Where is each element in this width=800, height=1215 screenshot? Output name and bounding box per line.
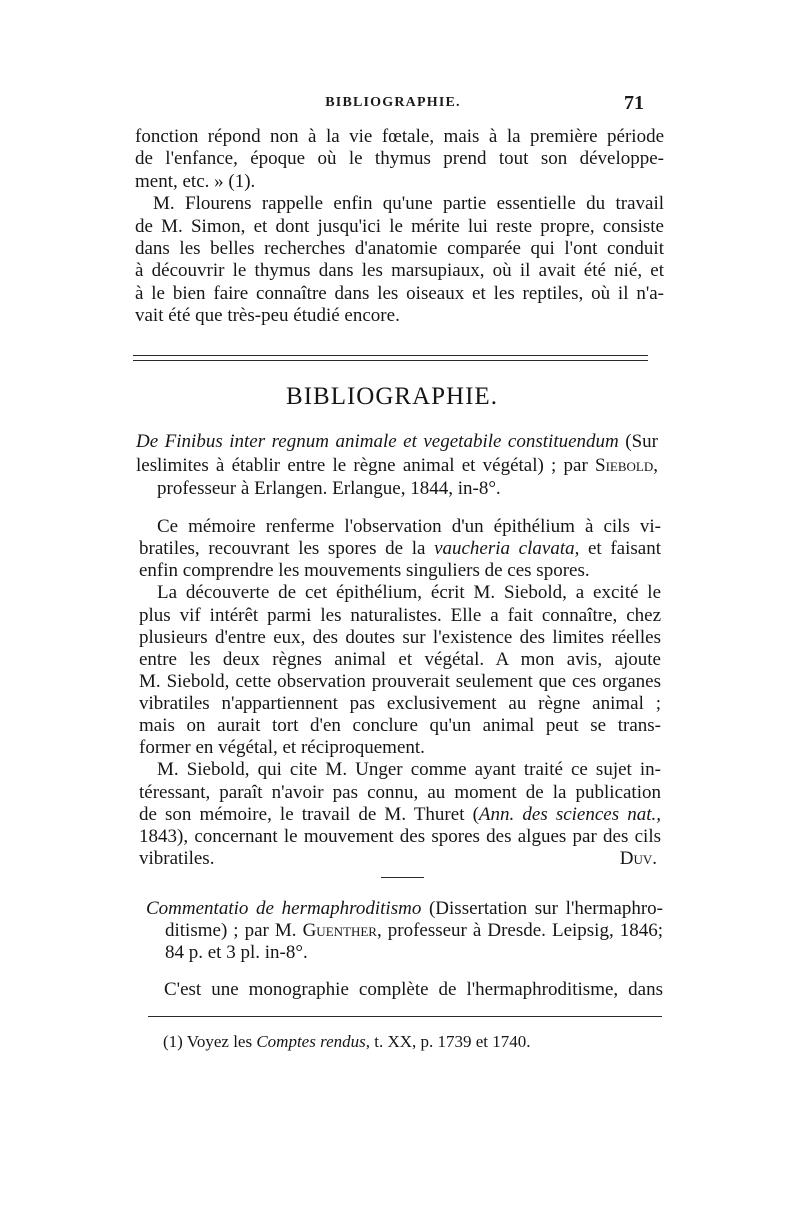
- entry-separator-rule: [381, 877, 424, 878]
- journal-title: Ann. des sciences nat.,: [478, 803, 662, 825]
- text-line: fonction répond non à la vie fœtale, mais à la première période: [135, 126, 664, 147]
- text-segment: , professeur à Dresde. Leipsig, 1846;: [376, 920, 664, 941]
- text-line: former en végétal, et réciproquement.: [139, 737, 425, 759]
- text-line: ment, etc. » (1).: [135, 170, 256, 192]
- text-line: [139, 538, 661, 560]
- paragraph: [135, 193, 664, 327]
- reviewer-signature: Duv.: [619, 847, 657, 869]
- citation-line: 84 p. et 3 pl. in-8°.: [165, 942, 308, 963]
- text-line: à le bien faire connaître dans les oiseaux et les reptiles, où il n'a-: [135, 282, 664, 304]
- author-name: Siebold: [595, 454, 654, 476]
- bibliography-entry-review: [146, 979, 663, 1001]
- text-line: entre les deux règnes animal et végétal. A mon avis, ajoute: [139, 648, 661, 670]
- text-line: à découvrir le thymus dans les marsupiaux, où il avait été nié, et: [135, 260, 664, 282]
- text-line: M. Siebold, cette observation prouverait seulement que ces organes: [139, 670, 661, 692]
- paragraph: [146, 979, 663, 1001]
- text-line: M. Siebold, qui cite M. Unger comme ayant traité ce sujet in-: [157, 759, 661, 781]
- text-line: de M. Simon, et dont jusqu'ici le mérite lui reste propre, consiste: [135, 215, 664, 237]
- text-segment: , et faisant: [574, 538, 661, 560]
- text-segment: ditisme) ; par M.: [165, 920, 303, 941]
- author-name: Guenther: [302, 920, 377, 941]
- text-line: mais on aurait tort d'en conclure qu'un animal peut se trans-: [139, 715, 661, 737]
- text-segment: limites à établir entre le règne animal et végétal) ; par: [157, 454, 596, 476]
- paragraph: [139, 759, 661, 870]
- text-line: 1843), concernant le mouvement des spores des algues par des cils: [139, 825, 661, 847]
- citation-line: [146, 920, 663, 942]
- footnote-line: [163, 1031, 643, 1053]
- text-segment: ,: [653, 454, 658, 476]
- page-number: 71: [624, 92, 644, 114]
- paragraph: [139, 516, 661, 582]
- text-segment: (Dissertation sur l'hermaphro-: [421, 898, 663, 919]
- bibliography-entry-citation: [146, 898, 663, 964]
- text-line: téressant, paraît n'avoir pas connu, au moment de la publication: [139, 781, 661, 803]
- species-name: vaucheria clavata: [434, 538, 575, 560]
- footnote-rule: [148, 1016, 662, 1017]
- latin-title: Commentatio de hermaphroditismo: [146, 898, 422, 919]
- text-line: La découverte de cet épithélium, écrit M. Siebold, a excité le: [157, 582, 661, 604]
- text-line: dans les belles recherches d'anatomie comparée qui l'ont conduit: [135, 237, 664, 259]
- latin-title: De Finibus inter regnum animale et vegetabile constituendum: [136, 431, 619, 452]
- text-segment: bratiles, recouvrant les spores de la: [139, 538, 435, 560]
- text-line: plus vif intérêt parmi les naturalistes. Elle a fait connaître, chez: [139, 604, 661, 626]
- citation-line: [146, 898, 663, 920]
- text-line: C'est une monographie complète de l'hermaphroditisme, dans: [164, 979, 663, 1000]
- text-line: vait été que très-peu étudié encore.: [135, 305, 400, 327]
- text-line: vibratiles n'appartiennent pas exclusivement au règne animal ;: [139, 693, 661, 714]
- citation-line: professeur à Erlangen. Erlangue, 1844, in-8°.: [157, 478, 501, 499]
- paragraph: [139, 582, 661, 759]
- footnote: [163, 1031, 643, 1053]
- text-segment: de son mémoire, le travail de M. Thuret (: [139, 803, 479, 825]
- text-line: de l'enfance, époque où le thymus prend tout son développe-: [135, 148, 664, 170]
- text-line: [139, 848, 661, 870]
- running-head-title: BIBLIOGRAPHIE.: [325, 95, 461, 110]
- section-divider-double-rule: [133, 355, 648, 361]
- paragraph: [135, 126, 664, 193]
- text-line: M. Flourens rappelle enfin qu'une partie essentielle du travail: [153, 193, 664, 215]
- text-segment: vibratiles.: [139, 847, 215, 869]
- text-line: enfin comprendre les mouvements singuliers de ces spores.: [139, 560, 590, 582]
- text-line: Ce mémoire renferme l'observation d'un épithélium à cils vi-: [157, 516, 661, 537]
- text-segment: , t. XX, p. 1739 et 1740.: [365, 1032, 531, 1051]
- text-segment: (Sur les: [136, 431, 658, 476]
- citation-line: [136, 454, 658, 478]
- bibliography-entry-citation: [136, 430, 658, 501]
- bibliography-entry-review: [139, 516, 661, 870]
- text-line: [139, 804, 661, 826]
- text-line: plusieurs d'entre eux, des doutes sur l'existence des limites réelles: [139, 626, 661, 648]
- section-heading: BIBLIOGRAPHIE.: [286, 383, 498, 410]
- text-segment: (1) Voyez les: [163, 1032, 257, 1051]
- journal-title: Comptes rendus: [256, 1032, 366, 1051]
- continued-text: [135, 126, 664, 328]
